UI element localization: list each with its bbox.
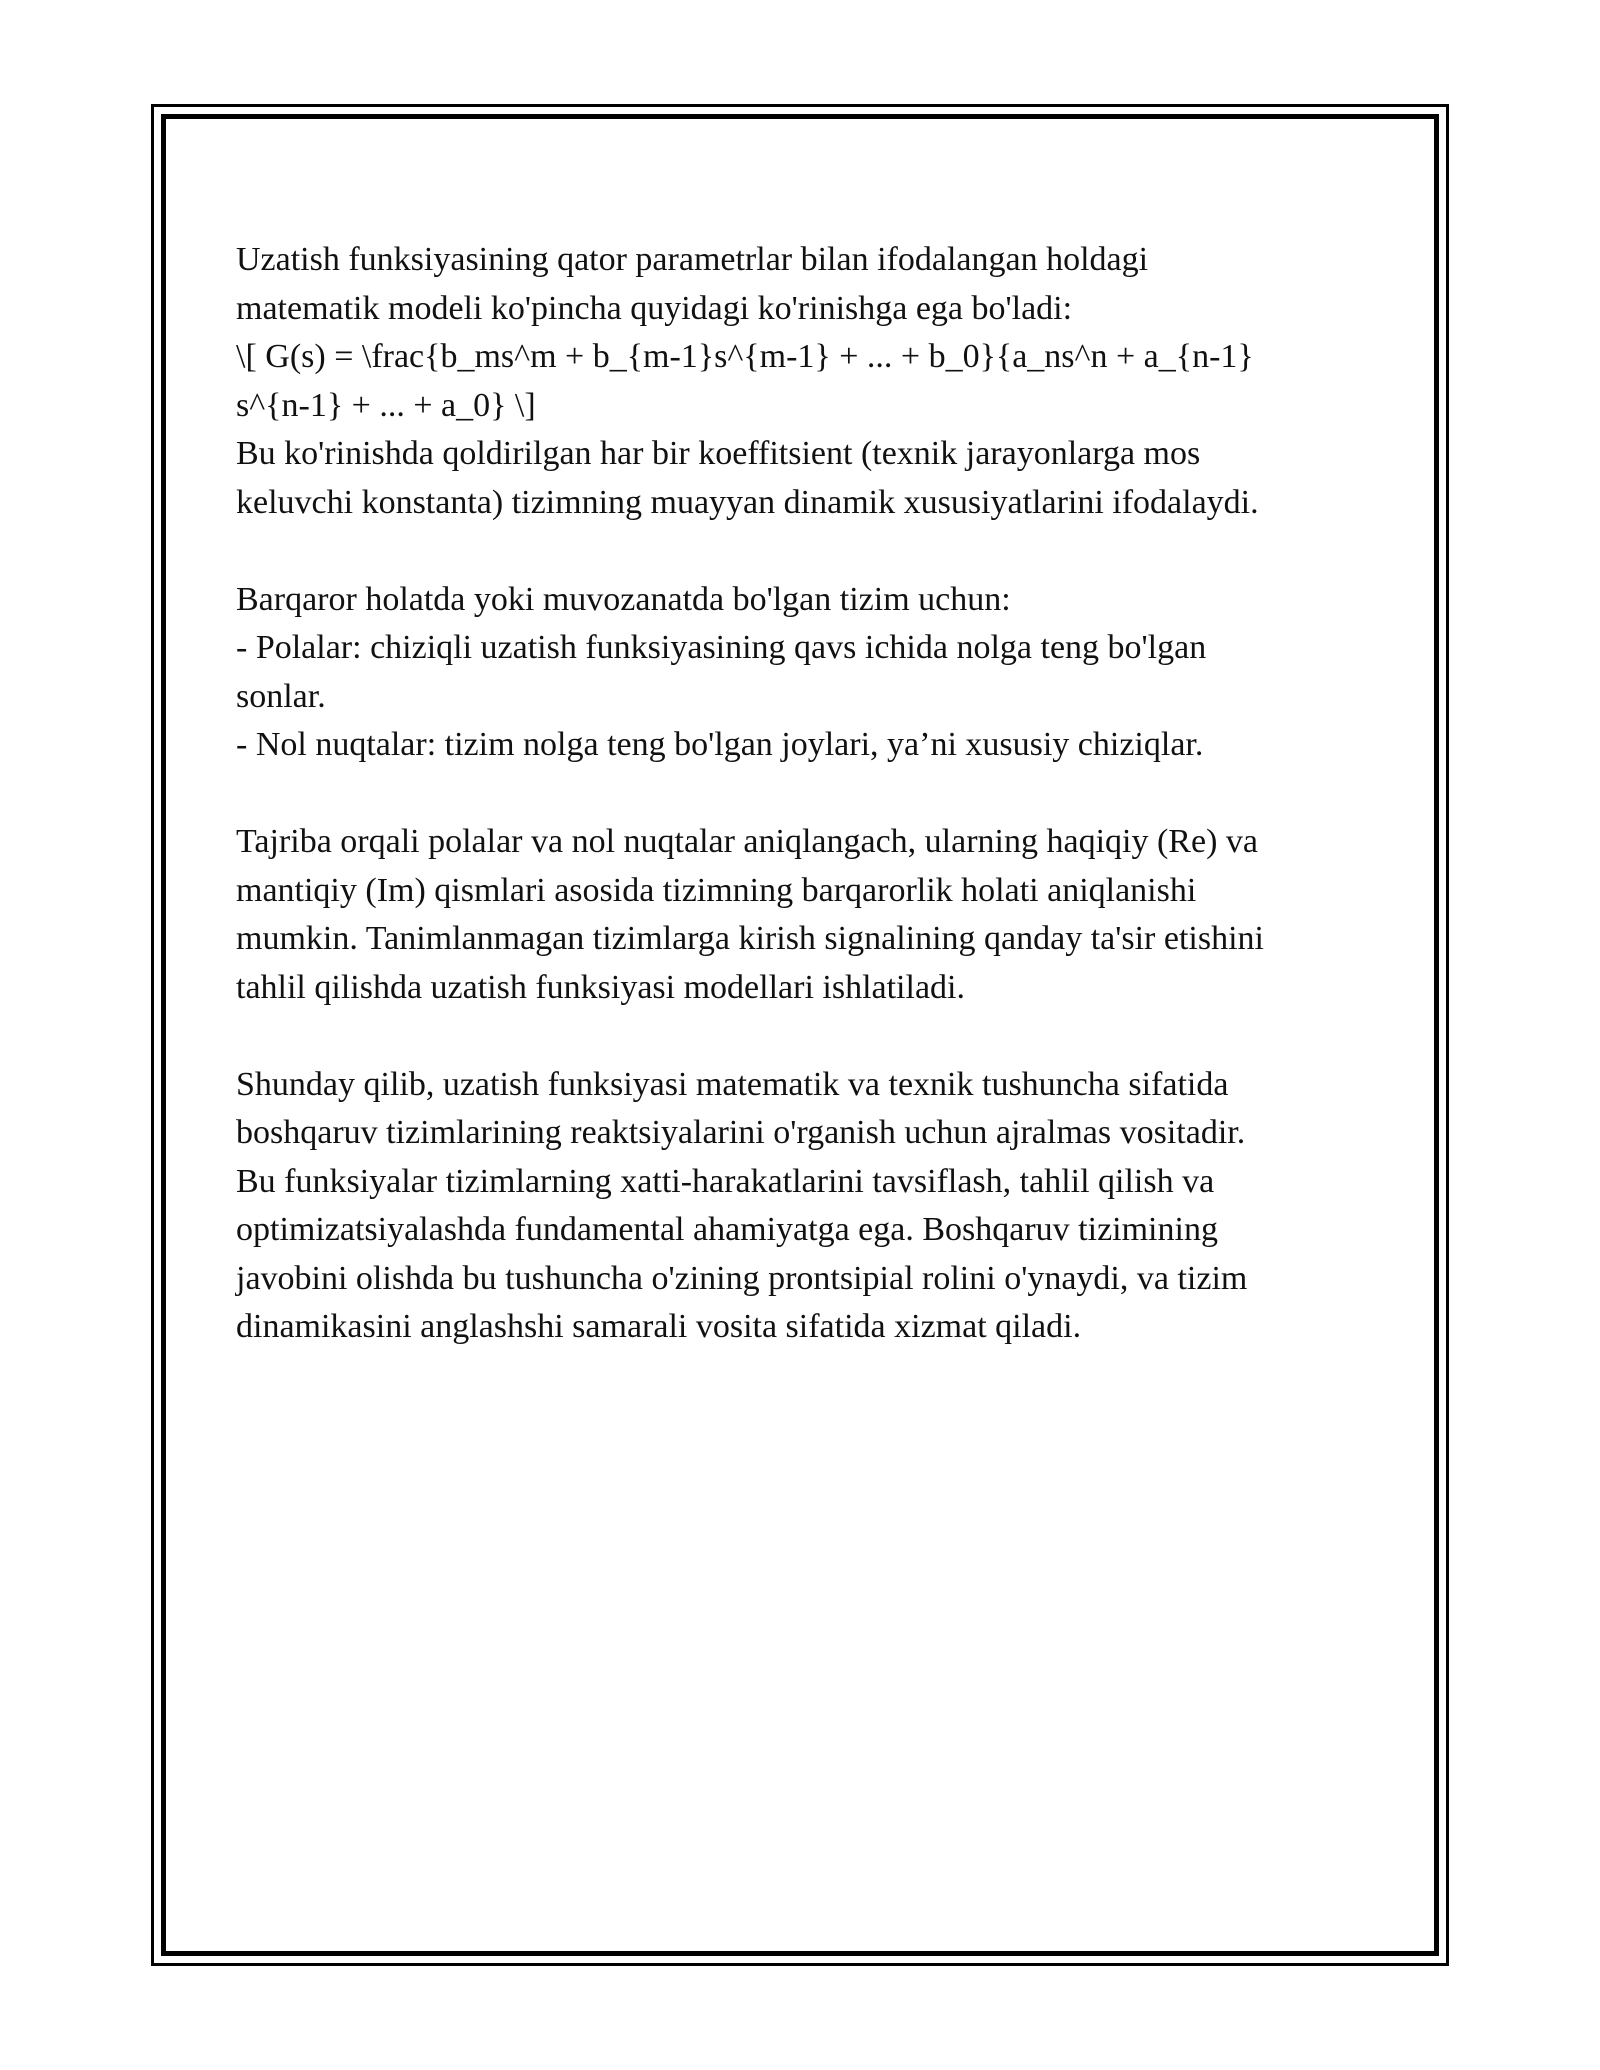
formula-line: s^{n-1} + ... + a_0} \] (236, 386, 536, 424)
text-line: dinamikasini anglashshi samarali vosita sifatida xizmat qiladi. (236, 1308, 1082, 1345)
text-line: Barqaror holatda yoki muvozanatda bo'lgan tizim uchun: (236, 580, 1011, 618)
paragraph-poles-zeros (236, 576, 1366, 770)
text-line: Tajriba orqali polalar va nol nuqtalar aniqlangach, ularning haqiqiy (Re) va (236, 823, 1258, 860)
text-line: keluvchi konstanta) tizimning muayyan dinamik xususiyatlarini ifodalaydi. (236, 483, 1259, 521)
text-line: optimizatsiyalashda fundamental ahamiyatga ega. Boshqaruv tizimining (236, 1211, 1218, 1248)
formula-line: \[ G(s) = \frac{b_ms^m + b_{m-1}s^{m-1} + ... + b_0}{a_ns^n + a_{n-1} (236, 338, 1254, 375)
text-line: tahlil qilishda uzatish funksiyasi modellari ishlatiladi. (236, 968, 965, 1006)
text-line: boshqaruv tizimlarining reaktsiyalarini o'rganish uchun ajralmas vositadir. (236, 1114, 1246, 1151)
paragraph-spacer (236, 770, 1366, 819)
paragraph-conclusion (236, 1061, 1366, 1352)
text-line: matematik modeli ko'pincha quyidagi ko'rinishga ega bo'ladi: (236, 289, 1073, 327)
paragraph-transfer-function-model (236, 236, 1366, 527)
text-line: mantiqiy (Im) qismlari asosida tizimning barqarorlik holati aniqlanishi (236, 871, 1197, 909)
text-line: javobini olishda bu tushuncha o'zining prontsipial rolini o'ynaydi, va tizim (236, 1259, 1248, 1297)
text-line: Shunday qilib, uzatish funksiyasi matematik va texnik tushuncha sifatida (236, 1065, 1229, 1103)
text-line: Bu funksiyalar tizimlarning xatti-harakatlarini tavsiflash, tahlil qilish va (236, 1162, 1215, 1200)
paragraph-spacer (236, 527, 1366, 576)
text-line: mumkin. Tanimlanmagan tizimlarga kirish signalining qanday ta'sir etishini (236, 920, 1264, 957)
text-line: Uzatish funksiyasining qator parametrlar bilan ifodalangan holdagi (236, 241, 1149, 278)
list-item-poles: - Polalar: chiziqli uzatish funksiyasining qavs ichida nolga teng bo'lgan (236, 629, 1207, 666)
paragraph-spacer (236, 1012, 1366, 1061)
paragraph-stability-analysis (236, 818, 1366, 1012)
list-item-poles-cont: sonlar. (236, 677, 326, 715)
text-line: Bu ko'rinishda qoldirilgan har bir koeffitsient (texnik jarayonlarga mos (236, 435, 1201, 472)
document-body (236, 236, 1366, 1352)
list-item-zeros: - Nol nuqtalar: tizim nolga teng bo'lgan joylari, ya’ni xususiy chiziqlar. (236, 726, 1204, 763)
